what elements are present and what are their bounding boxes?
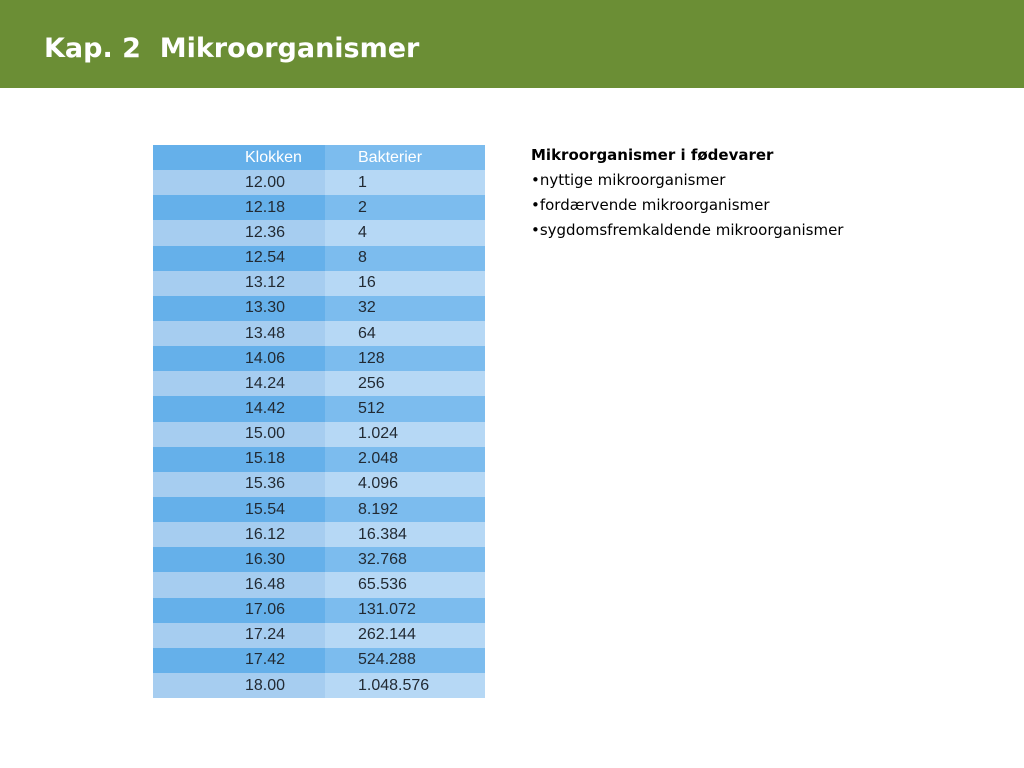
- time-cell: 16.30: [153, 547, 325, 572]
- table-row: [153, 296, 485, 321]
- bullet-list: [531, 171, 843, 240]
- bacteria-count-cell: 8.192: [325, 497, 485, 522]
- table-row: [153, 522, 485, 547]
- bacteria-count-cell: 4: [325, 220, 485, 245]
- time-cell: 15.18: [153, 447, 325, 472]
- time-cell: 12.18: [153, 195, 325, 220]
- time-cell: 15.36: [153, 472, 325, 497]
- table-row: [153, 396, 485, 421]
- bacteria-count-cell: 1.024: [325, 422, 485, 447]
- title-bar: [0, 0, 1024, 88]
- table-row: [153, 321, 485, 346]
- bacteria-count-cell: 1: [325, 170, 485, 195]
- bacteria-count-cell: 512: [325, 396, 485, 421]
- bacteria-count-cell: 4.096: [325, 472, 485, 497]
- bacteria-count-cell: 64: [325, 321, 485, 346]
- text-panel: [531, 146, 843, 246]
- table-row: [153, 648, 485, 673]
- time-cell: 14.24: [153, 371, 325, 396]
- table-row: [153, 447, 485, 472]
- bacteria-count-cell: 2: [325, 195, 485, 220]
- bacteria-count-cell: 32: [325, 296, 485, 321]
- bacteria-count-cell: 1.048.576: [325, 673, 485, 698]
- bacteria-count-cell: 128: [325, 346, 485, 371]
- table-row: [153, 497, 485, 522]
- bacteria-count-cell: 32.768: [325, 547, 485, 572]
- bacteria-count-cell: 8: [325, 246, 485, 271]
- table-row: [153, 623, 485, 648]
- time-cell: 14.42: [153, 396, 325, 421]
- time-cell: 15.00: [153, 422, 325, 447]
- bacteria-count-cell: 65.536: [325, 572, 485, 597]
- table-body: [153, 170, 485, 698]
- time-cell: 17.06: [153, 598, 325, 623]
- time-cell: 17.42: [153, 648, 325, 673]
- table-row: [153, 271, 485, 296]
- bacteria-count-cell: 2.048: [325, 447, 485, 472]
- bacteria-count-cell: 256: [325, 371, 485, 396]
- time-cell: 18.00: [153, 673, 325, 698]
- page-title: Kap. 2 Mikroorganismer: [44, 33, 420, 64]
- column-header-bacteria: Bakterier: [325, 145, 485, 170]
- bacteria-count-cell: 16: [325, 271, 485, 296]
- time-cell: 17.24: [153, 623, 325, 648]
- table-header-row: [153, 145, 485, 170]
- time-cell: 13.12: [153, 271, 325, 296]
- table-row: [153, 572, 485, 597]
- table-row: [153, 170, 485, 195]
- time-cell: 15.54: [153, 497, 325, 522]
- time-cell: 12.54: [153, 246, 325, 271]
- table-row: [153, 220, 485, 245]
- table-row: [153, 673, 485, 698]
- time-cell: 16.48: [153, 572, 325, 597]
- time-cell: 12.00: [153, 170, 325, 195]
- table-row: [153, 195, 485, 220]
- table-row: [153, 346, 485, 371]
- table-row: [153, 598, 485, 623]
- bacteria-count-cell: 524.288: [325, 648, 485, 673]
- bacteria-count-cell: 262.144: [325, 623, 485, 648]
- table-row: [153, 547, 485, 572]
- bacteria-count-cell: 131.072: [325, 598, 485, 623]
- table-row: [153, 371, 485, 396]
- time-cell: 13.30: [153, 296, 325, 321]
- bacteria-growth-table: [153, 145, 485, 698]
- column-header-time: Klokken: [153, 145, 325, 170]
- bullet-item: •sygdomsfremkaldende mikroorganismer: [531, 221, 844, 239]
- bullet-item: •nyttige mikroorganismer: [531, 171, 726, 189]
- table-row: [153, 246, 485, 271]
- bacteria-count-cell: 16.384: [325, 522, 485, 547]
- time-cell: 16.12: [153, 522, 325, 547]
- time-cell: 13.48: [153, 321, 325, 346]
- bullet-item: •fordærvende mikroorganismer: [531, 196, 770, 214]
- time-cell: 14.06: [153, 346, 325, 371]
- section-heading: Mikroorganismer i fødevarer: [531, 146, 774, 164]
- time-cell: 12.36: [153, 220, 325, 245]
- table-row: [153, 472, 485, 497]
- table-row: [153, 422, 485, 447]
